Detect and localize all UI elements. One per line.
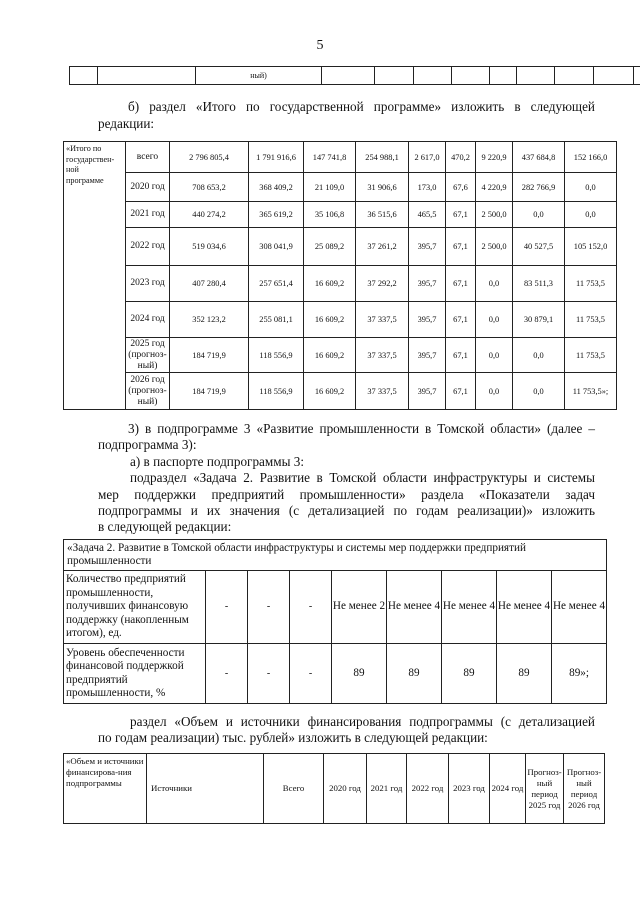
table-cell: 105 152,0 (565, 228, 617, 266)
year-header: 2020 год (324, 754, 367, 824)
indicator-label: Уровень обеспеченности финансовой поддержкой предприятий промышленности, % (64, 644, 206, 704)
obem-table (63, 753, 605, 824)
year-line: 2025 год (130, 338, 165, 349)
itogo-label (64, 142, 126, 410)
table-cell: 67,1 (446, 338, 476, 373)
table-cell: 184 719,9 (170, 338, 249, 373)
table-cell (594, 67, 634, 85)
table-cell: 4 220,9 (476, 173, 513, 202)
year-line: (прогноз- (128, 349, 167, 360)
table-cell: 395,7 (409, 266, 446, 302)
table-cell: 37 261,2 (356, 228, 409, 266)
table-cell: - (290, 644, 332, 704)
table-cell (490, 67, 517, 85)
forecast-header: Прогноз-ный период 2025 год (526, 754, 564, 824)
table-cell (98, 67, 196, 85)
table-cell (634, 67, 640, 85)
table-cell (555, 67, 594, 85)
table-cell: 36 515,6 (356, 202, 409, 228)
table-cell: 11 753,5 (565, 266, 617, 302)
continuation-table (69, 66, 640, 85)
table-row (64, 202, 617, 228)
table-cell: 16 609,2 (304, 266, 356, 302)
table-cell: 83 511,3 (513, 266, 565, 302)
table-cell: 395,7 (409, 302, 446, 338)
table-cell: 395,7 (409, 228, 446, 266)
table-cell: 184 719,9 (170, 373, 249, 410)
table-row (64, 338, 617, 373)
table-cell: Не менее 4 (442, 571, 497, 644)
year-header: 2024 год (490, 754, 526, 824)
table-cell: 2 796 805,4 (170, 142, 249, 173)
table-cell: 35 106,8 (304, 202, 356, 228)
table-cell: 31 906,6 (356, 173, 409, 202)
obem-label: «Объем и источники финансирова-ния подпрограммы (64, 754, 147, 824)
table-cell: 0,0 (513, 373, 565, 410)
table-cell (452, 67, 490, 85)
table-cell: 16 609,2 (304, 373, 356, 410)
table-cell: 89»; (552, 644, 607, 704)
table-cell: 67,1 (446, 228, 476, 266)
table-cell: 67,1 (446, 202, 476, 228)
table-cell: 440 274,2 (170, 202, 249, 228)
table-cell: 2 500,0 (476, 202, 513, 228)
table-cell: 30 879,1 (513, 302, 565, 338)
table-cell: 465,5 (409, 202, 446, 228)
table-cell: 2 617,0 (409, 142, 446, 173)
paragraph-3-line4: подраздел «Задача 2. Развитие в Томской области инфраструктуры и системы (130, 470, 595, 485)
forecast-header: Прогноз-ный период 2026 год (564, 754, 605, 824)
table-cell: 0,0 (565, 202, 617, 228)
table-row (64, 373, 617, 410)
table-cell: ный) (196, 67, 322, 85)
table-cell: 147 741,8 (304, 142, 356, 173)
table-cell: 352 123,2 (170, 302, 249, 338)
table-cell: 173,0 (409, 173, 446, 202)
year-line: всего (136, 151, 159, 162)
year-cell (126, 338, 170, 373)
table-cell: Не менее 4 (387, 571, 442, 644)
table-cell (517, 67, 555, 85)
table-cell: 89 (387, 644, 442, 704)
sources-header: Источники (147, 754, 264, 824)
table-cell: 152 166,0 (565, 142, 617, 173)
table-cell: 37 292,2 (356, 266, 409, 302)
year-cell (126, 266, 170, 302)
paragraph-3-line7: в следующей редакции: (98, 519, 232, 534)
table-row (64, 266, 617, 302)
itogo-table (63, 141, 617, 410)
table-cell: 255 081,1 (249, 302, 304, 338)
table-cell: 368 409,2 (249, 173, 304, 202)
table-cell: Не менее 2 (332, 571, 387, 644)
table-cell: 395,7 (409, 373, 446, 410)
table-cell: - (248, 644, 290, 704)
table-row (64, 173, 617, 202)
year-cell (126, 228, 170, 266)
table-cell: 118 556,9 (249, 338, 304, 373)
year-line: 2021 год (130, 209, 165, 219)
year-line: 2022 год (130, 241, 165, 251)
year-line: 2023 год (130, 278, 165, 288)
year-line: ный) (137, 360, 158, 371)
table-cell: 40 527,5 (513, 228, 565, 266)
table-cell: 282 766,9 (513, 173, 565, 202)
table-cell: 89 (497, 644, 552, 704)
table-cell: 519 034,6 (170, 228, 249, 266)
year-cell (126, 302, 170, 338)
table-cell: - (290, 571, 332, 644)
table-cell: 0,0 (513, 202, 565, 228)
total-header: Всего (264, 754, 324, 824)
table-cell (375, 67, 414, 85)
year-cell (126, 202, 170, 228)
year-header: 2021 год (367, 754, 407, 824)
table-cell: 89 (332, 644, 387, 704)
table-cell: Не менее 4 (497, 571, 552, 644)
table-cell: 16 609,2 (304, 302, 356, 338)
table-cell: 257 651,4 (249, 266, 304, 302)
table-cell: - (248, 571, 290, 644)
table-cell: 0,0 (476, 373, 513, 410)
table-cell: 21 109,0 (304, 173, 356, 202)
table-cell: 9 220,9 (476, 142, 513, 173)
table-cell (322, 67, 375, 85)
year-cell (126, 173, 170, 202)
table-cell: 308 041,9 (249, 228, 304, 266)
table-cell: 16 609,2 (304, 338, 356, 373)
itogo-label-line: ной (66, 165, 79, 174)
year-header: 2022 год (407, 754, 449, 824)
paragraph-3-line2: подпрограмма 3): (98, 437, 197, 452)
table-cell: 25 089,2 (304, 228, 356, 266)
table-cell: 470,2 (446, 142, 476, 173)
paragraph-obem-line2: по годам реализации) тыс. рублей» изложить в следующей редакции: (98, 730, 488, 745)
table-row (64, 302, 617, 338)
table-cell: 708 653,2 (170, 173, 249, 202)
table-cell: 11 753,5»; (565, 373, 617, 410)
year-line: 2020 год (130, 181, 165, 192)
paragraph-3-line5: мер поддержки предприятий промышленности» раздела «Показатели задач (98, 487, 595, 502)
page-number: 5 (316, 38, 324, 53)
zadacha-header: «Задача 2. Развитие в Томской области инфраструктуры и системы мер поддержки предприятий промышленности (64, 540, 607, 571)
paragraph-3-line3: а) в паспорте подпрограммы 3: (130, 454, 304, 469)
table-cell (414, 67, 452, 85)
table-cell: 0,0 (476, 338, 513, 373)
year-header: 2023 год (449, 754, 490, 824)
zadacha-table (63, 539, 607, 704)
table-cell: 407 280,4 (170, 266, 249, 302)
table-cell: 67,1 (446, 373, 476, 410)
table-cell (70, 67, 98, 85)
table-cell: 67,1 (446, 302, 476, 338)
table-cell: 37 337,5 (356, 302, 409, 338)
year-line: ный) (137, 396, 158, 407)
year-line: 2026 год (130, 374, 165, 385)
year-cell (126, 142, 170, 173)
table-cell: 37 337,5 (356, 373, 409, 410)
table-cell: 2 500,0 (476, 228, 513, 266)
itogo-label-line: «Итого по (66, 144, 102, 153)
table-cell: 0,0 (513, 338, 565, 373)
table-cell: 0,0 (476, 266, 513, 302)
table-cell: 11 753,5 (565, 338, 617, 373)
table-row (64, 142, 617, 173)
paragraph-b-line2: редакции: (98, 116, 155, 131)
year-cell (126, 373, 170, 410)
year-line: (прогноз- (128, 385, 167, 396)
table-cell: - (206, 644, 248, 704)
year-line: 2024 год (130, 314, 165, 324)
table-cell: 67,1 (446, 266, 476, 302)
table-cell: 11 753,5 (565, 302, 617, 338)
table-cell: 365 619,2 (249, 202, 304, 228)
paragraph-b-line1: б) раздел «Итого по государственной программе» изложить в следующей (128, 99, 595, 114)
paragraph-3-line1: 3) в подпрограмме 3 «Развитие промышленности в Томской области» (далее – (128, 421, 595, 436)
table-cell: 89 (442, 644, 497, 704)
table-cell: 395,7 (409, 338, 446, 373)
table-cell: 1 791 916,6 (249, 142, 304, 173)
itogo-label-line: государствен- (66, 154, 115, 164)
table-cell: 67,6 (446, 173, 476, 202)
table-row (64, 228, 617, 266)
indicator-label: Количество предприятий промышленности, получивших финансовую поддержку (накопленным итогом), ед. (64, 571, 206, 644)
table-cell: 0,0 (565, 173, 617, 202)
itogo-label-line: программе (66, 175, 104, 185)
paragraph-3-line6: подпрограммы и их значения (с детализацией по годам реализации)» изложить (98, 503, 595, 518)
table-cell: 254 988,1 (356, 142, 409, 173)
table-cell: 0,0 (476, 302, 513, 338)
paragraph-obem-line1: раздел «Объем и источники финансирования подпрограммы (с детализацией (130, 714, 595, 729)
table-cell: Не менее 4 (552, 571, 607, 644)
table-cell: - (206, 571, 248, 644)
table-cell: 437 684,8 (513, 142, 565, 173)
table-cell: 118 556,9 (249, 373, 304, 410)
table-cell: 37 337,5 (356, 338, 409, 373)
